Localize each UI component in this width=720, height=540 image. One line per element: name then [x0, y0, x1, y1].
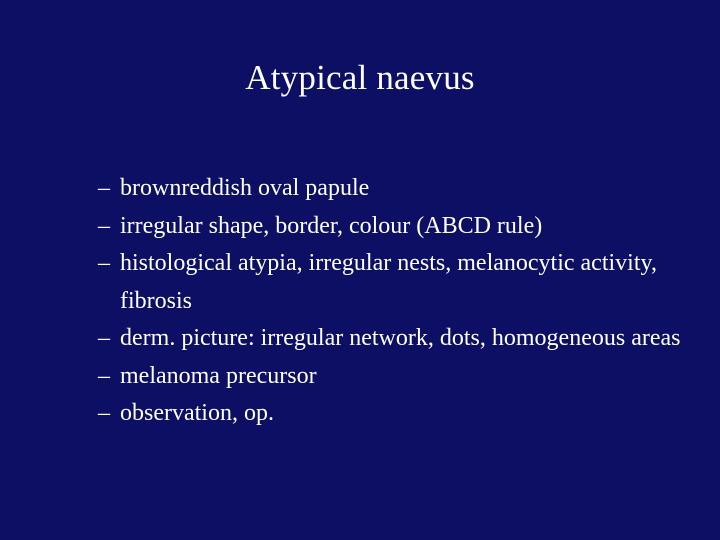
bullet-dash: – [98, 325, 110, 351]
bullet-text: histological atypia, irregular nests, melanocytic activity, fibrosis [120, 250, 657, 314]
bullet-text: brownreddish oval papule [120, 175, 370, 201]
slide-title: Atypical naevus [245, 58, 475, 97]
bullet-dash: – [98, 212, 110, 239]
bullet-list [98, 170, 698, 433]
bullet-dash: – [98, 250, 110, 276]
bullet-item [98, 245, 698, 320]
bullet-dash: – [98, 175, 110, 201]
bullet-item [98, 170, 698, 208]
bullet-text: observation, op. [120, 400, 274, 426]
bullet-item [98, 395, 698, 433]
bullet-text: irregular shape, border, colour (ABCD rule) [120, 212, 543, 239]
bullet-dash: – [98, 362, 110, 389]
bullet-dash: – [98, 400, 110, 426]
bullet-text: derm. picture: irregular network, dots, homogeneous areas [120, 325, 681, 351]
bullet-item [98, 358, 698, 396]
bullet-text: melanoma precursor [120, 362, 317, 389]
bullet-item [98, 208, 698, 246]
bullet-item [98, 320, 698, 358]
